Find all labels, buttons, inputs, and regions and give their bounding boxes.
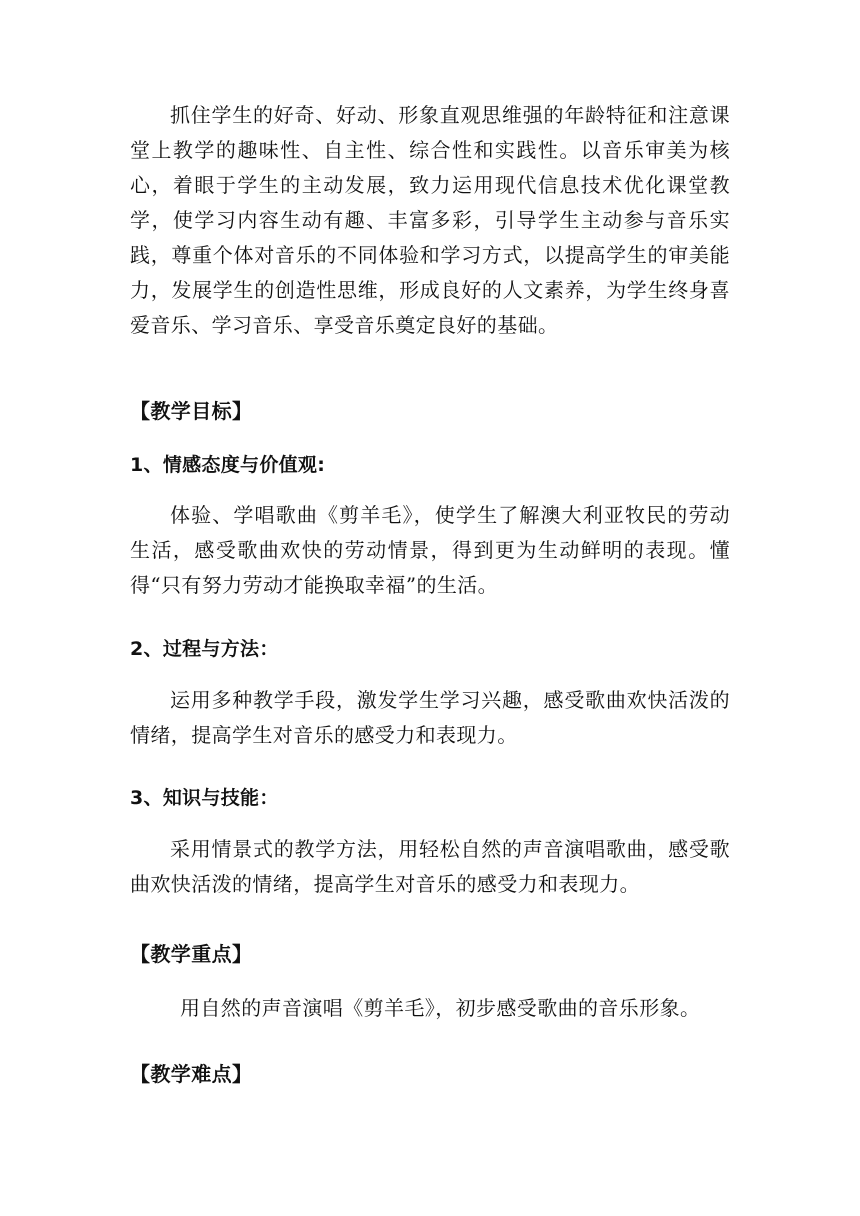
objective-2-text: 运用多种教学手段，激发学生学习兴趣，感受歌曲欢快活泼的情绪，提高学生对音乐的感受力和表现力。 [130, 688, 730, 747]
objectives-heading: 【教学目标】 [130, 399, 253, 423]
key-point-text: 用自然的声音演唱《剪羊毛》，初步感受歌曲的音乐形象。 [180, 996, 701, 1020]
intro-paragraph: 抓住学生的好奇、好动、形象直观思维强的年龄特征和注意课堂上教学的趣味性、自主性、综合性和实践性。以音乐审美为核心，着眼于学生的主动发展，致力运用现代信息技术优化课堂教学，使学习内容生动有趣、丰富多彩，引导学生主动参与音乐实践，尊重个体对音乐的不同体验和学习方式，以提高学生的审美能力，发展学生的创造性思维，形成良好的人文素养，为学生终身喜爱音乐、学习音乐、享受音乐奠定良好的基础。 [130, 103, 730, 337]
objective-1-text: 体验、学唱歌曲《剪羊毛》，使学生了解澳大利亚牧民的劳动生活，感受歌曲欢快的劳动情景，得到更为生动鲜明的表现。懂得“只有努力劳动才能换取幸福”的生活。 [130, 503, 730, 597]
objective-3-text: 采用情景式的教学方法，用轻松自然的声音演唱歌曲，感受歌曲欢快活泼的情绪，提高学生对音乐的感受力和表现力。 [130, 837, 730, 896]
objective-1-title: 1、情感态度与价值观: [130, 454, 326, 476]
key-point-heading: 【教学重点】 [130, 942, 253, 966]
difficulty-heading: 【教学难点】 [130, 1062, 253, 1086]
objective-2-title: 2、过程与方法： [130, 638, 279, 660]
objective-3-title: 3、知识与技能： [130, 787, 279, 809]
